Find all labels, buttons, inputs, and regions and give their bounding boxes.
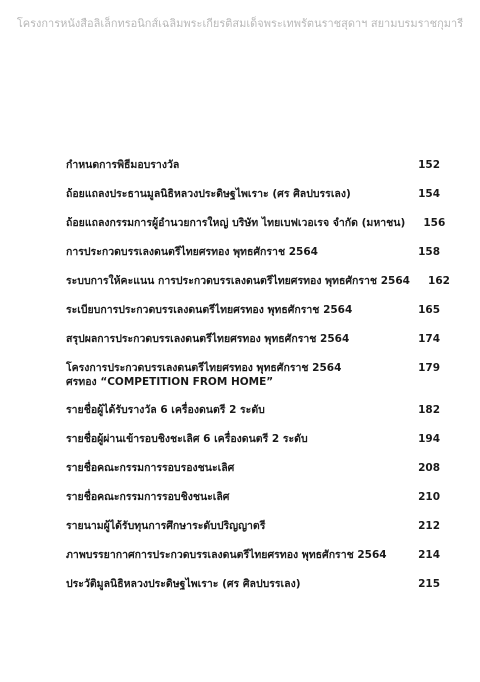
toc-entry-title-line: ประวัติมูลนิธิหลวงประดิษฐไพเราะ (ศร ศิลปบรรเลง) xyxy=(66,578,301,590)
toc-entry-title xyxy=(66,432,412,446)
toc-entry-title xyxy=(66,577,412,591)
toc-entry-page-number: 194 xyxy=(418,433,440,445)
toc-entry[interactable] xyxy=(66,461,440,476)
toc-entry-title xyxy=(66,187,412,201)
toc-entry[interactable] xyxy=(66,403,440,418)
toc-entry-title xyxy=(66,461,412,475)
toc-entry[interactable] xyxy=(66,187,440,202)
toc-entry-title-line: ระเบียบการประกวดบรรเลงดนตรีไทยศรทอง พุทธศักราช 2564 xyxy=(66,304,353,316)
toc-entry-title-line: การประกวดบรรเลงดนตรีไทยศรทอง พุทธศักราช 2564 xyxy=(66,246,318,258)
toc-entry[interactable] xyxy=(66,361,440,389)
toc-entry-title-line: รายนามผู้ได้รับทุนการศึกษาระดับปริญญาตรี xyxy=(66,520,266,532)
toc-entry[interactable] xyxy=(66,432,440,447)
page-header: โครงการหนังสือลิเล็กทรอนิกส์เฉลิมพระเกียรติสมเด็จพระเทพรัตนราชสุดาฯ สยามบรมราชกุมารี xyxy=(16,17,464,30)
toc-entry-title-line: ภาพบรรยากาศการประกวดบรรเลงดนตรีไทยศรทอง พุทธศักราช 2564 xyxy=(66,549,387,561)
toc-entry-page-number: 208 xyxy=(418,462,440,474)
toc-entry-page-number: 174 xyxy=(418,333,440,345)
toc-entry-title xyxy=(66,361,412,389)
toc-entry-page-number: 179 xyxy=(418,362,440,374)
toc-entry-title xyxy=(66,245,412,259)
toc-entry-page-number: 154 xyxy=(418,188,440,200)
toc-entry-title xyxy=(66,158,412,172)
toc-entry-title xyxy=(66,216,417,230)
toc-entry-title-line: สรุปผลการประกวดบรรเลงดนตรีไทยศรทอง พุทธศักราช 2564 xyxy=(66,333,350,345)
toc-entry-page-number: 215 xyxy=(418,578,440,590)
toc-entry[interactable] xyxy=(66,519,440,534)
toc-entry-title xyxy=(66,519,412,533)
toc-entry-title xyxy=(66,274,422,288)
toc-entry-page-number: 156 xyxy=(423,217,446,229)
toc-entry-page-number: 182 xyxy=(418,404,440,416)
toc-entry-title-line: ถ้อยแถลงกรรมการผู้อำนวยการใหญ่ บริษัท ไทยเบฟเวอเรจ จำกัด (มหาชน) xyxy=(66,217,406,229)
toc-entry-title xyxy=(66,548,412,562)
toc-entry[interactable] xyxy=(66,303,440,318)
toc-entry-title-line: รายชื่อผู้ผ่านเข้ารอบชิงชะเลิศ 6 เครื่องดนตรี 2 ระดับ xyxy=(66,433,308,445)
toc-entry-title xyxy=(66,490,412,504)
toc-entry-page-number: 214 xyxy=(418,549,440,561)
toc-entry-title-line: กำหนดการพิธีมอบรางวัล xyxy=(66,159,180,171)
toc-entry[interactable] xyxy=(66,548,440,563)
toc-entry[interactable] xyxy=(66,274,450,289)
toc-entry-title-line: รายชื่อคณะกรรมการรอบรองชนะเลิศ xyxy=(66,462,235,474)
toc-entry-title-line: ศรทอง “COMPETITION FROM HOME” xyxy=(66,376,274,388)
toc-entry[interactable] xyxy=(66,490,440,505)
toc-entry-title-line: รายชื่อผู้ได้รับรางวัล 6 เครื่องดนตรี 2 ระดับ xyxy=(66,404,265,416)
toc-entry-title-line: โครงการประกวดบรรเลงดนตรีไทยศรทอง พุทธศักราช 2564 xyxy=(66,362,342,374)
toc-entry-page-number: 162 xyxy=(428,275,450,287)
table-of-contents xyxy=(66,158,450,606)
toc-entry[interactable] xyxy=(66,216,446,231)
toc-entry-title xyxy=(66,332,412,346)
toc-entry[interactable] xyxy=(66,577,440,592)
toc-entry-title xyxy=(66,403,412,417)
toc-entry-page-number: 212 xyxy=(418,520,440,532)
toc-entry-page-number: 210 xyxy=(418,491,440,503)
toc-entry-title-line: ถ้อยแถลงประธานมูลนิธิหลวงประดิษฐไพเราะ (ศร ศิลปบรรเลง) xyxy=(66,188,351,200)
toc-entry[interactable] xyxy=(66,245,440,260)
toc-entry-page-number: 165 xyxy=(418,304,440,316)
toc-entry-title xyxy=(66,303,412,317)
toc-entry-page-number: 158 xyxy=(418,246,440,258)
toc-entry-title-line: ระบบการให้คะแนน การประกวดบรรเลงดนตรีไทยศรทอง พุทธศักราช 2564 xyxy=(66,275,410,287)
toc-entry-page-number: 152 xyxy=(418,159,440,171)
toc-entry[interactable] xyxy=(66,332,440,347)
toc-entry-title-line: รายชื่อคณะกรรมการรอบชิงชนะเลิศ xyxy=(66,491,230,503)
toc-entry[interactable] xyxy=(66,158,440,173)
